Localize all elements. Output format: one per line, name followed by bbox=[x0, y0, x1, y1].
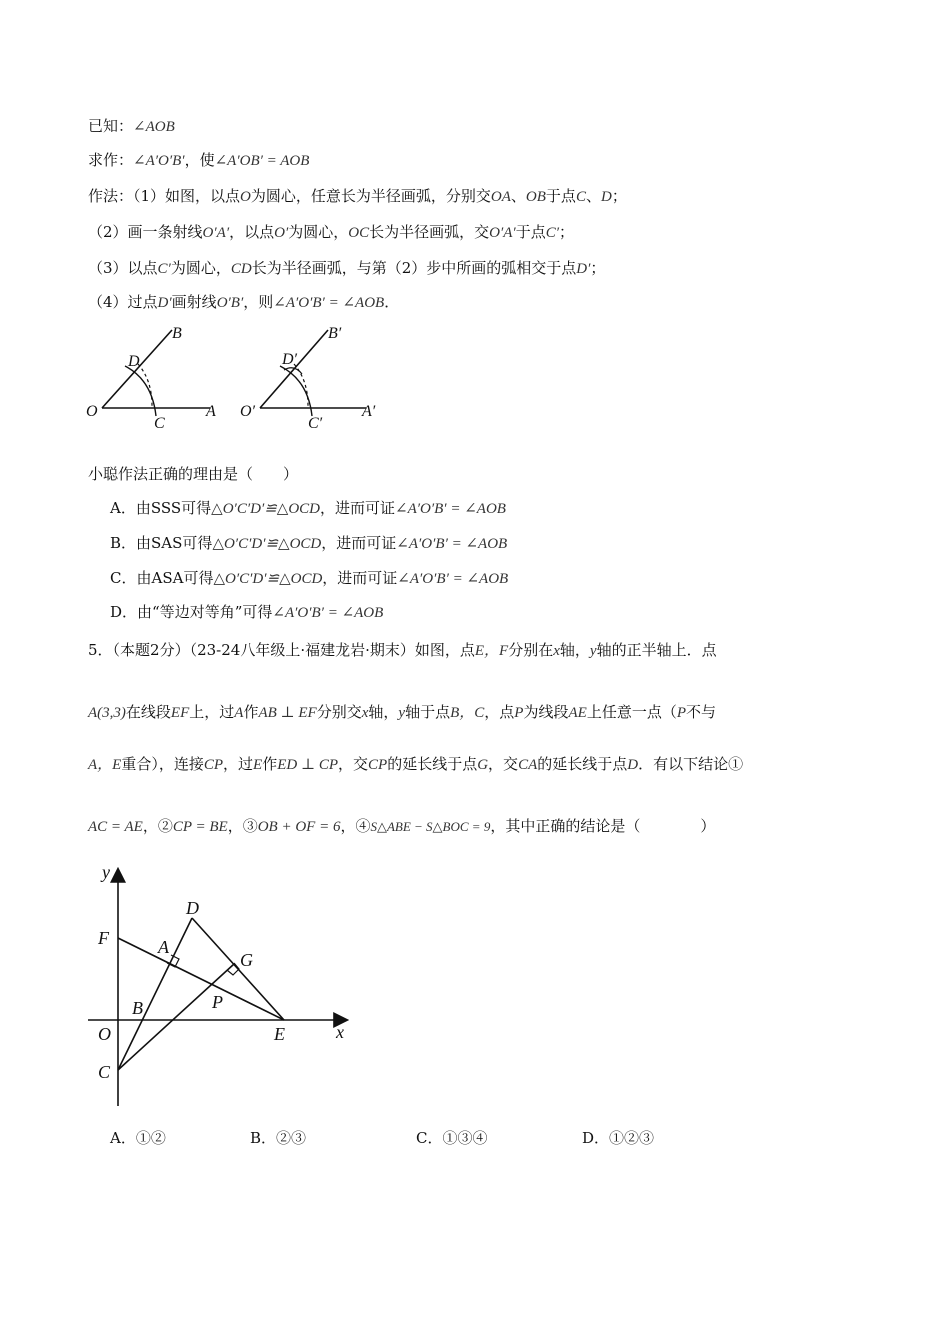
label-E: E bbox=[274, 1024, 285, 1044]
label-O-prime: O′ bbox=[240, 403, 256, 420]
coordinate-figure bbox=[84, 858, 364, 1110]
q5-option-c[interactable]: C．①③④ bbox=[416, 1129, 488, 1147]
q5-line-3: A，E重合），连接CP，过E作ED ⊥ CP，交CP的延长线于点G，交CA的延长线于点D．有以下结论① bbox=[88, 755, 744, 773]
q4-step-3: （3）以点C′为圆心，CD长为半径画弧，与第（2）步中所画的弧相交于点D′； bbox=[88, 259, 606, 277]
label-D-prime: D′ bbox=[282, 351, 298, 368]
q4-given: 已知：∠AOB bbox=[88, 117, 175, 135]
segment-CD bbox=[118, 918, 192, 1070]
q4-step-2: （2）画一条射线O′A′，以点O′为圆心，OC长为半径画弧，交O′A′于点C′； bbox=[88, 223, 575, 241]
label-C-prime: C′ bbox=[308, 415, 323, 432]
q5-line-4: AC = AE，②CP = BE，③OB + OF = 6，④S△ABE − S△BOC = 9，其中正确的结论是（ ） bbox=[88, 817, 716, 835]
label-D: D bbox=[186, 898, 199, 918]
q4-construct: 求作：∠A′O′B′，使∠A′OB′ = AOB bbox=[88, 151, 310, 169]
label-O: O bbox=[98, 1024, 111, 1044]
constructed-angle bbox=[240, 325, 376, 432]
q5-option-a[interactable]: A．①② bbox=[110, 1129, 166, 1147]
label-x: x bbox=[336, 1022, 344, 1042]
label-O: O bbox=[86, 403, 98, 420]
segment-DE bbox=[192, 918, 284, 1020]
label-C: C bbox=[98, 1062, 111, 1082]
q4-option-d[interactable]: D．由“等边对等角”可得∠A′O′B′ = ∠AOB bbox=[110, 603, 384, 621]
label-C: C bbox=[154, 415, 165, 432]
label-A: A bbox=[206, 403, 216, 420]
label-D: D bbox=[128, 353, 140, 370]
q5-line-2: A(3,3)在线段EF上，过A作AB ⊥ EF分别交x轴，y轴于点B，C，点P为线段AE上任意一点（P不与 bbox=[88, 703, 717, 721]
label-A-prime: A′ bbox=[362, 403, 376, 420]
original-angle bbox=[86, 325, 216, 432]
label-B: B bbox=[132, 998, 143, 1018]
label-A: A bbox=[158, 937, 169, 957]
q4-step-1: 作法：（1）如图，以点O为圆心，任意长为半径画弧，分别交OA、OB于点C、D； bbox=[88, 187, 627, 205]
label-F: F bbox=[98, 928, 109, 948]
q5-option-b[interactable]: B．②③ bbox=[250, 1129, 307, 1147]
q4-question: 小聪作法正确的理由是（ ） bbox=[88, 465, 299, 483]
label-P: P bbox=[212, 992, 223, 1012]
label-B-prime: B′ bbox=[328, 325, 342, 342]
label-G: G bbox=[240, 950, 253, 970]
label-y: y bbox=[102, 862, 110, 882]
angle-construction-figure bbox=[80, 318, 400, 434]
q4-step-4: （4）过点D′画射线O′B′，则∠A′O′B′ = ∠AOB． bbox=[88, 293, 400, 311]
q5-line-1: 5．（本题2分）（23-24八年级上·福建龙岩·期末）如图，点E，F分别在x轴，y轴的正半轴上．点 bbox=[88, 641, 717, 659]
q4-option-c[interactable]: C．由ASA可得△O′C′D′≌△OCD，进而可证∠A′O′B′ = ∠AOB bbox=[110, 569, 509, 587]
q4-option-b[interactable]: B．由SAS可得△O′C′D′≌△OCD，进而可证∠A′O′B′ = ∠AOB bbox=[110, 534, 508, 552]
label-B: B bbox=[172, 325, 182, 342]
q5-option-d[interactable]: D．①②③ bbox=[582, 1129, 655, 1147]
q4-option-a[interactable]: A．由SSS可得△O′C′D′≌△OCD，进而可证∠A′O′B′ = ∠AOB bbox=[110, 499, 506, 517]
